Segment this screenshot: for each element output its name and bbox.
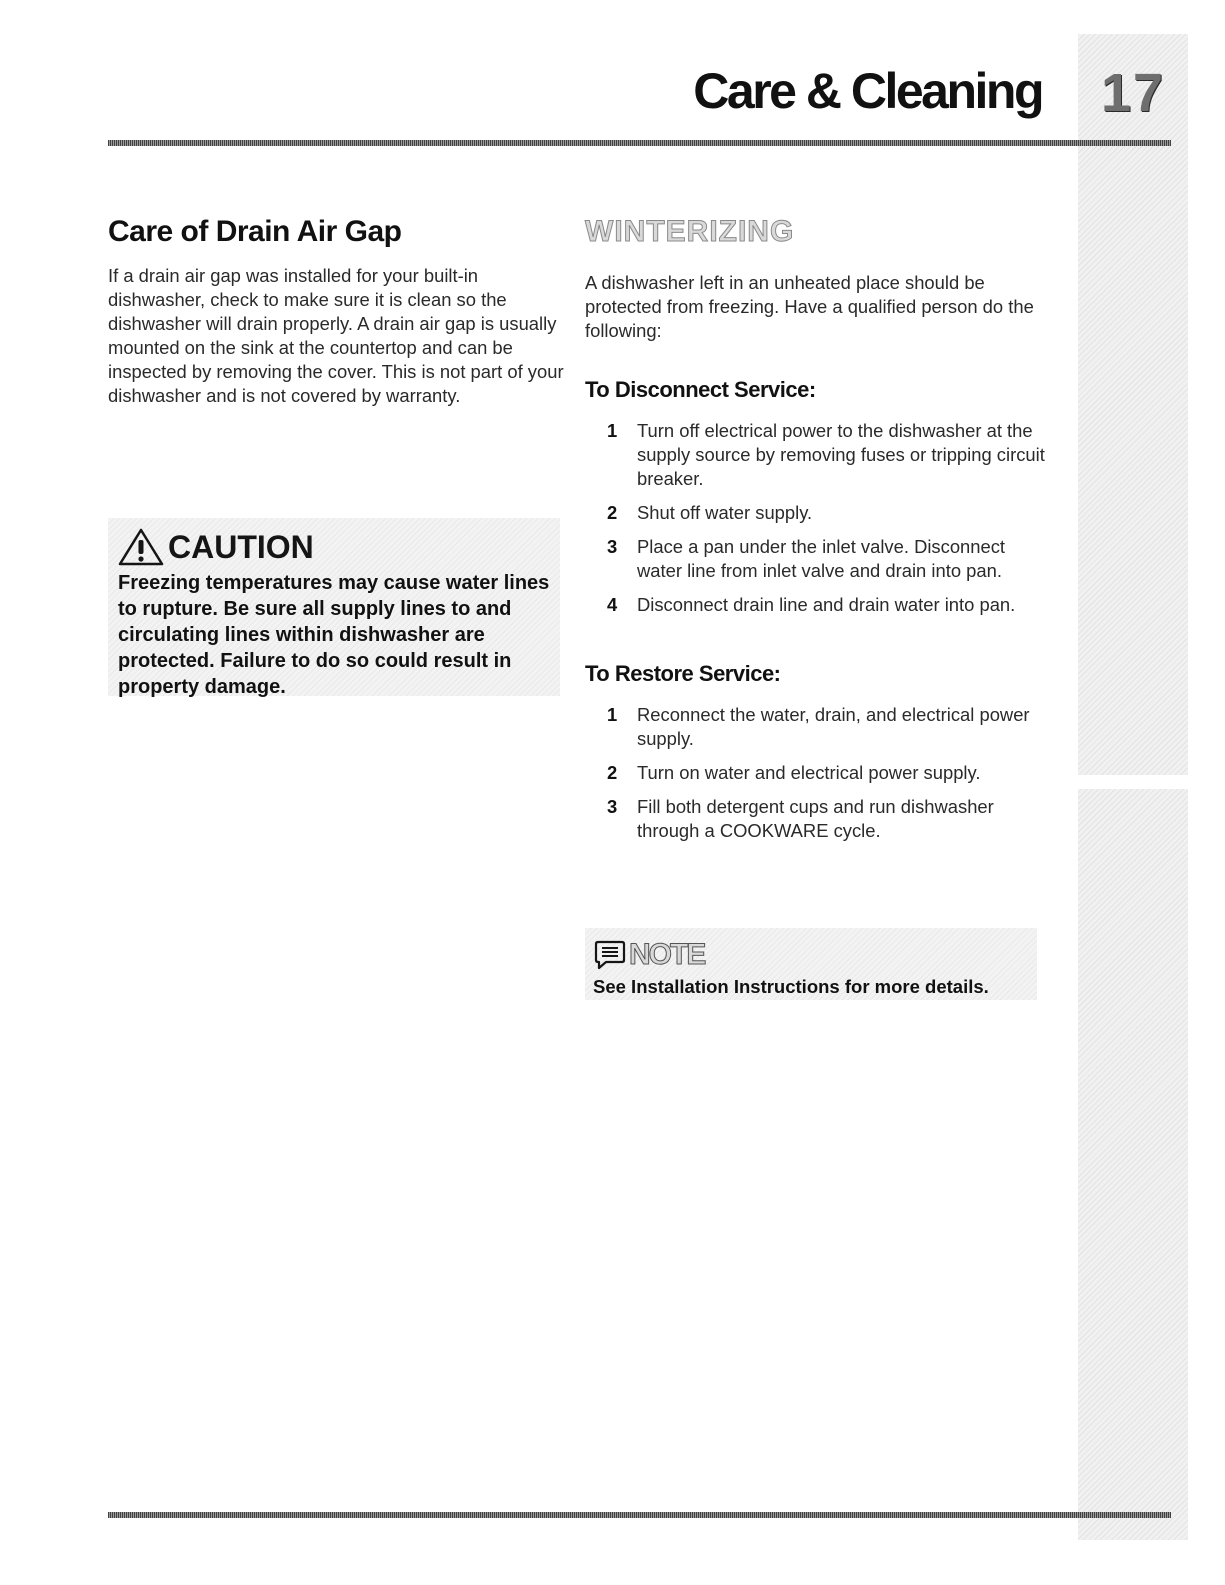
step-number: 2: [607, 762, 618, 783]
page-number: 17: [1100, 63, 1166, 123]
warning-triangle-icon: [118, 528, 164, 566]
side-tab-gap: [1078, 775, 1188, 789]
note-title: NOTE: [629, 938, 705, 971]
drain-air-gap-title: Care of Drain Air Gap: [108, 215, 402, 248]
caution-text: Freezing temperatures may cause water lines to rupture. Be sure all supply lines to and circulating lines within dishwasher are protected. Failure to do so could result in property damage.: [118, 572, 550, 698]
step-text: Fill both detergent cups and run dishwasher through a COOKWARE cycle.: [637, 796, 994, 841]
restore-step: [585, 795, 1045, 843]
restore-service-title: To Restore Service:: [585, 661, 781, 686]
step-number: 1: [607, 420, 618, 441]
note-text: See Installation Instructions for more details.: [593, 976, 989, 997]
step-number: 3: [607, 796, 618, 817]
disconnect-service-title: To Disconnect Service:: [585, 377, 816, 402]
step-number: 3: [607, 536, 618, 557]
note-box: [585, 928, 1037, 1000]
footer-rule: [108, 1512, 1171, 1518]
disconnect-step: [585, 419, 1045, 491]
step-number: 4: [607, 594, 618, 615]
wintering-title: WINTERIZING: [585, 215, 795, 248]
restore-step: [585, 761, 1045, 785]
step-text: Turn on water and electrical power supply.: [637, 762, 981, 783]
header-rule: [108, 140, 1171, 146]
disconnect-step: [585, 593, 1045, 617]
wintering-section: [585, 215, 1045, 843]
restore-step: [585, 703, 1045, 751]
disconnect-step: [585, 535, 1045, 583]
caution-header: [118, 528, 314, 566]
drain-air-gap-section: [108, 215, 568, 408]
drain-air-gap-body: If a drain air gap was installed for your built-in dishwasher, check to make sure it is clean so the dishwasher will drain properly. A drain air gap is usually mounted on the sink at the countertop and can be inspected by removing the cover. This is not part of your dishwasher and is not covered by warranty.: [108, 265, 564, 406]
step-text: Shut off water supply.: [637, 502, 813, 523]
step-text: Turn off electrical power to the dishwasher at the supply source by removing fuses or tripping circuit breaker.: [637, 420, 1045, 489]
restore-steps-list: [585, 703, 1045, 843]
disconnect-steps-list: [585, 419, 1045, 617]
step-text: Reconnect the water, drain, and electrical power supply.: [637, 704, 1030, 749]
step-number: 1: [607, 704, 618, 725]
caution-box: [108, 518, 560, 696]
step-text: Disconnect drain line and drain water into pan.: [637, 594, 1016, 615]
disconnect-step: [585, 501, 1045, 525]
step-number: 2: [607, 502, 618, 523]
note-icon: [593, 939, 627, 971]
page-header-title: Care & Cleaning: [693, 63, 1042, 119]
note-header: [593, 938, 704, 972]
caution-title: CAUTION: [168, 528, 314, 565]
step-text: Place a pan under the inlet valve. Disconnect water line from inlet valve and drain into pan.: [637, 536, 1006, 581]
wintering-intro: A dishwasher left in an unheated place should be protected from freezing. Have a qualified person do the following:: [585, 272, 1034, 341]
